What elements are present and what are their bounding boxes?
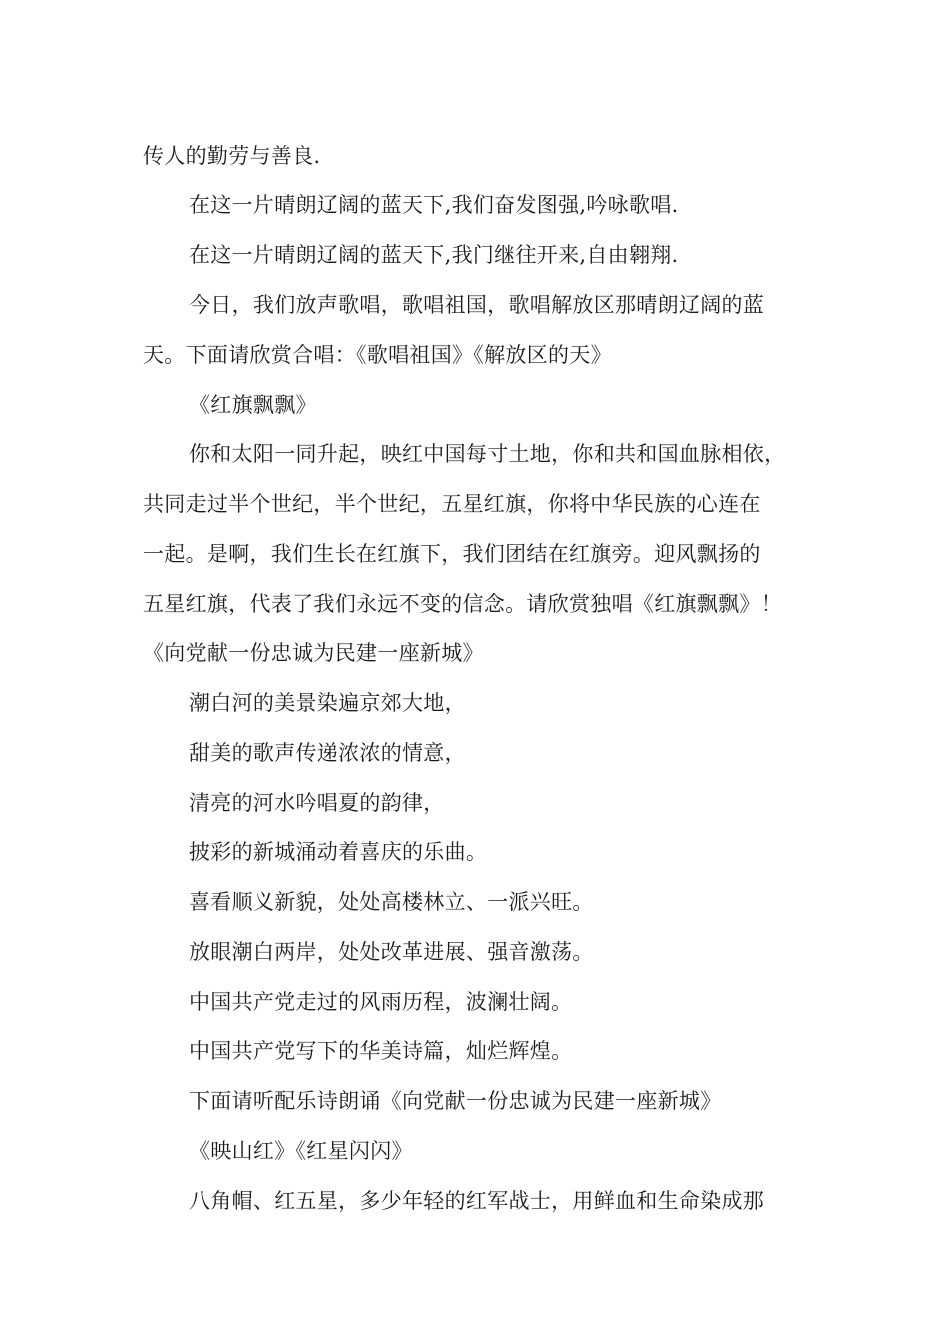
text-line: 你和太阳一同升起，映红中国每寸土地，你和共和国血脉相依， [189, 442, 786, 466]
poem-line: 放眼潮白两岸，处处改革进展、强音激荡。 [189, 940, 594, 964]
text-line: 下面请听配乐诗朗诵《向党献一份忠诚为民建一座新城》 [189, 1089, 722, 1113]
text-line: 五星红旗，代表了我们永远不变的信念。请欣赏独唱《红旗飘飘》！ [143, 592, 782, 616]
poem-line: 披彩的新城涌动着喜庆的乐曲。 [189, 840, 488, 864]
poem-line: 中国共产党走过的风雨历程，波澜壮阔。 [189, 990, 573, 1014]
song-title: 《映山红》《红星闪闪》 [189, 1139, 413, 1163]
poem-line: 甜美的歌声传递浓浓的情意， [189, 741, 466, 765]
poem-line: 清亮的河水吟唱夏的韵律， [189, 791, 445, 815]
poem-line: 中国共产党写下的华美诗篇，灿烂辉煌。 [189, 1039, 573, 1063]
text-line: 在这一片晴朗辽阔的蓝天下,我们奋发图强,吟咏歌唱. [189, 193, 679, 217]
text-line: 八角帽、红五星，多少年轻的红军战士，用鲜血和生命染成那 [189, 1189, 765, 1213]
text-line: 在这一片晴朗辽阔的蓝天下,我门继往开来,自由翱翔. [189, 243, 679, 267]
song-title: 《红旗飘飘》 [189, 393, 317, 417]
poem-line: 喜看顺义新貌，处处高楼林立、一派兴旺。 [189, 890, 594, 914]
text-line: 天。下面请欣赏合唱：《歌唱祖国》《解放区的天》 [143, 343, 612, 367]
text-line: 一起。是啊，我们生长在红旗下，我们团结在红旗旁。迎风飘扬的 [143, 542, 761, 566]
poem-title: 《向党献一份忠诚为民建一座新城》 [143, 641, 484, 665]
text-line: 共同走过半个世纪，半个世纪，五星红旗，你将中华民族的心连在 [143, 492, 761, 516]
text-line: 今日，我们放声歌唱，歌唱祖国，歌唱解放区那晴朗辽阔的蓝 [189, 293, 765, 317]
text-line: 传人的勤劳与善良. [143, 144, 321, 168]
poem-line: 潮白河的美景染遍京郊大地， [189, 691, 466, 715]
